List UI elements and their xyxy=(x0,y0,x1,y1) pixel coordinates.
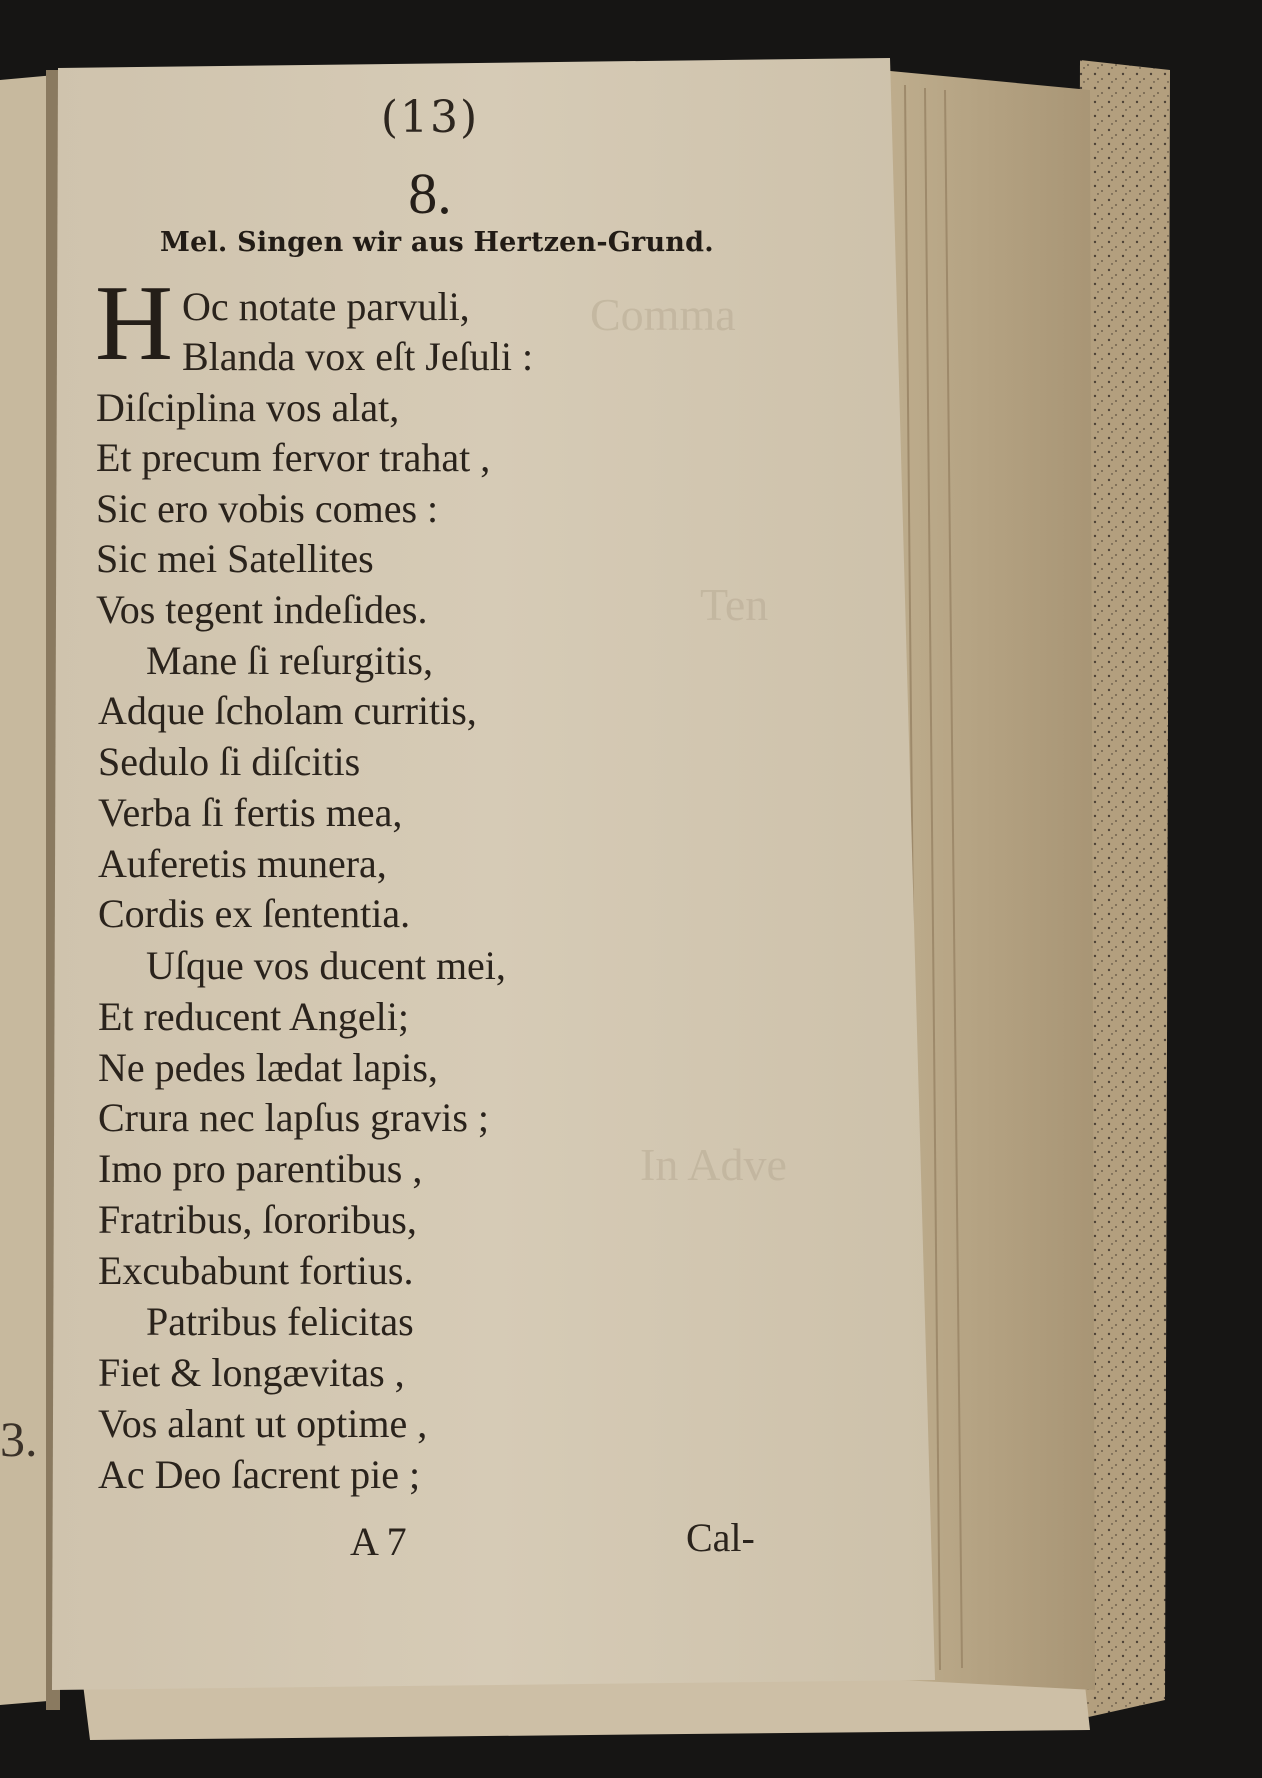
verse-line-9: Adque ſcholam curritis, xyxy=(98,688,477,733)
verse-line-13: Cordis ex ſententia. xyxy=(98,891,411,936)
verse-line-17: Crura nec lapſus gravis ; xyxy=(98,1095,489,1140)
verse-line-1: Oc notate parvuli, xyxy=(182,284,470,329)
verse-line-8: Mane ſi reſurgitis, xyxy=(146,638,433,683)
verse-line-19: Fratribus, ſororibus, xyxy=(98,1197,417,1242)
svg-text:In Adve: In Adve xyxy=(640,1139,787,1190)
verse-line-12: Auferetis munera, xyxy=(98,841,387,886)
verse-line-6: Sic mei Satellites xyxy=(96,536,374,581)
hymn-number: 8. xyxy=(408,161,452,226)
melody-line: Mel. Singen wir aus Hertzen-Grund. xyxy=(160,227,714,258)
verse-line-22: Fiet & longævitas , xyxy=(98,1350,405,1395)
verse-line-23: Vos alant ut optime , xyxy=(98,1401,428,1446)
verse-line-14: Uſque vos ducent mei, xyxy=(146,943,506,988)
drop-capital: H xyxy=(95,264,173,383)
verse-line-24: Ac Deo ſacrent pie ; xyxy=(98,1452,421,1497)
signature-mark: A 7 xyxy=(350,1519,407,1564)
verse-line-7: Vos tegent indeſides. xyxy=(96,587,428,632)
verse-line-10: Sedulo ſi diſcitis xyxy=(98,739,361,784)
svg-text:Ten: Ten xyxy=(700,579,769,630)
verse-line-16: Ne pedes lædat lapis, xyxy=(98,1045,438,1090)
catchword: Cal- xyxy=(686,1515,755,1560)
verse-line-2: Blanda vox eſt Jeſuli : xyxy=(182,334,534,379)
svg-text:Comma: Comma xyxy=(590,289,736,340)
verse-line-11: Verba ſi fertis mea, xyxy=(98,790,403,835)
page-headline: (13) xyxy=(380,92,480,143)
verse-line-4: Et precum fervor trahat , xyxy=(96,435,491,480)
verse-line-20: Excubabunt fortius. xyxy=(98,1248,414,1293)
verse-line-18: Imo pro parentibus , xyxy=(98,1146,423,1191)
verse-line-3: Diſciplina vos alat, xyxy=(96,385,400,430)
verse-line-5: Sic ero vobis comes : xyxy=(96,486,439,531)
left-page-fragment: 3. xyxy=(0,1411,38,1467)
verse-line-15: Et reducent Angeli; xyxy=(98,994,410,1039)
verse-line-21: Patribus felicitas xyxy=(146,1299,414,1344)
